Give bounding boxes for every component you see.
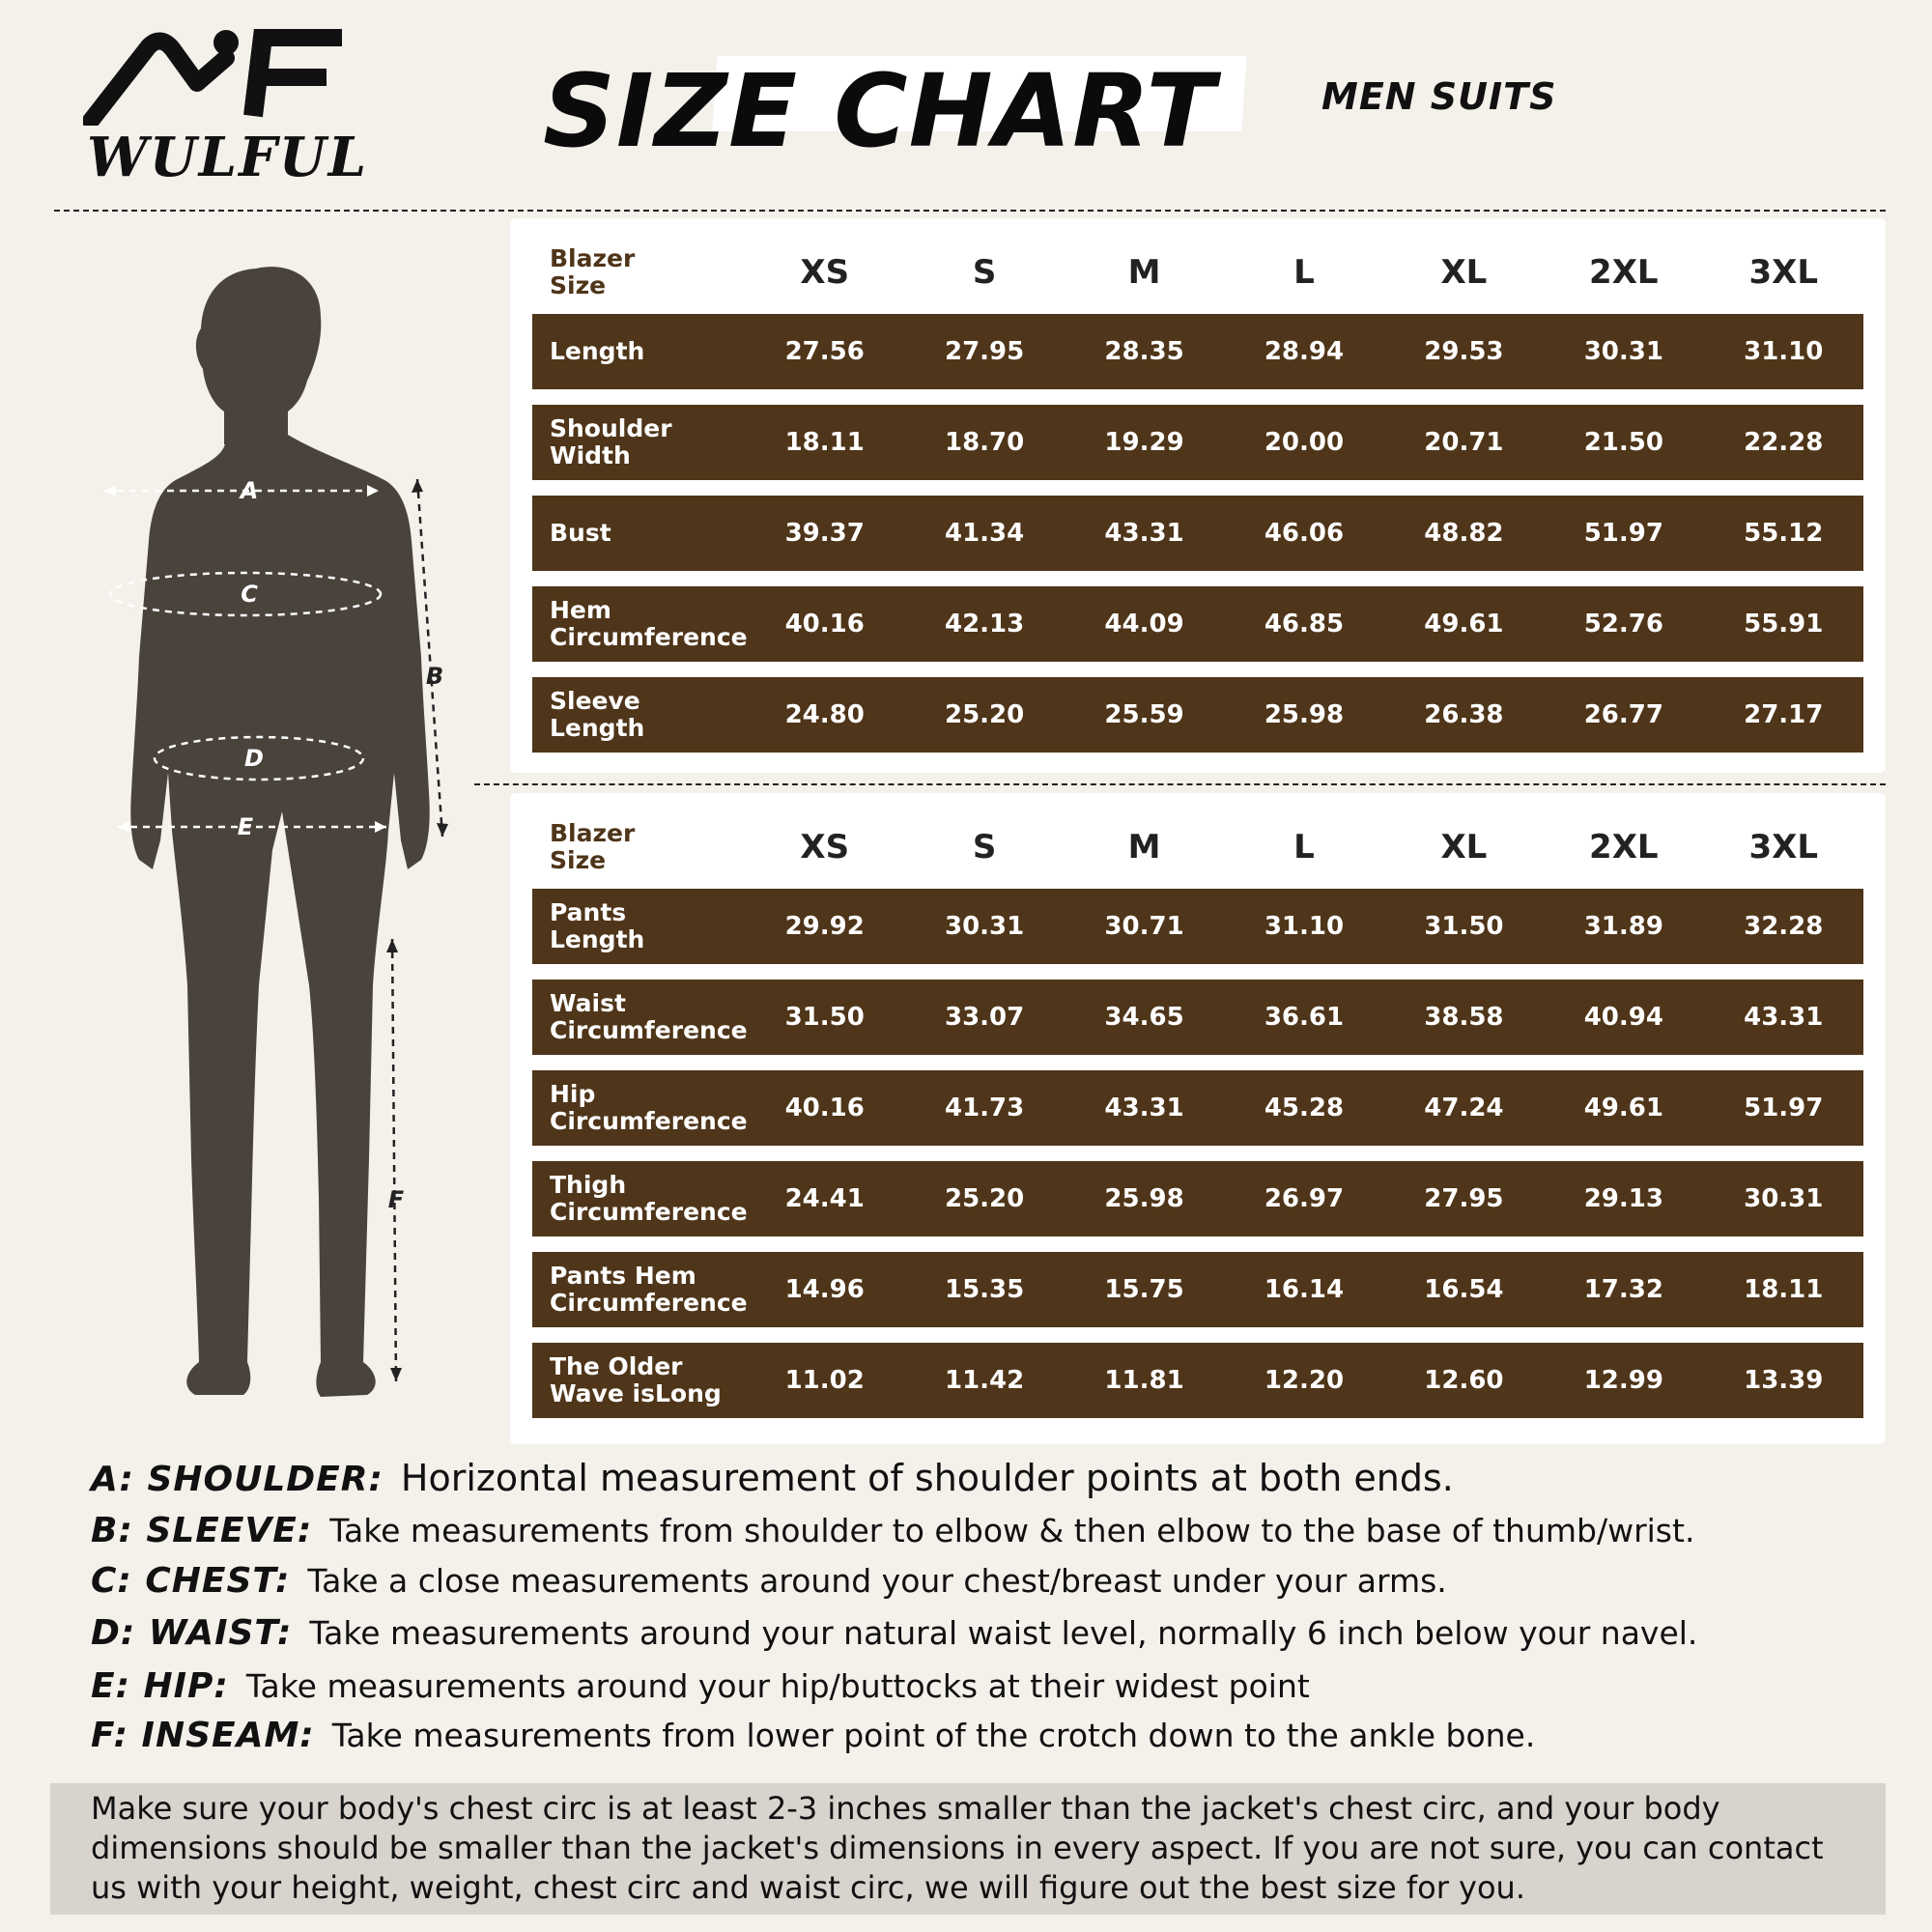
row-label: Length — [550, 337, 645, 365]
table-cell: 27.56 — [784, 337, 865, 366]
table-cell: 49.61 — [1424, 610, 1504, 639]
legend-key: D: WAIST: — [91, 1613, 293, 1653]
table-row — [532, 496, 1863, 571]
table-cell: 21.50 — [1583, 428, 1663, 457]
table-row — [532, 1161, 1863, 1236]
marker-f: F — [387, 1186, 405, 1213]
table-cell: 11.02 — [784, 1366, 865, 1395]
marker-d: D — [244, 745, 264, 772]
table-cell: 55.12 — [1744, 519, 1824, 548]
table-cell: 34.65 — [1104, 1003, 1184, 1032]
table-cell: 26.77 — [1583, 700, 1663, 729]
legend-text: Take measurements from lower point of the crotch down to the ankle bone. — [331, 1717, 1536, 1754]
table-cell: 43.31 — [1744, 1003, 1824, 1032]
brand-logo — [83, 29, 369, 189]
table-cell: 40.16 — [784, 610, 865, 639]
table-cell: 43.31 — [1104, 519, 1184, 548]
legend-item-waist — [91, 1613, 1697, 1653]
table-cell: 29.13 — [1583, 1184, 1663, 1213]
table-row — [532, 1252, 1863, 1327]
pants-size-xs: XS — [800, 828, 850, 867]
table-cell: 16.54 — [1424, 1275, 1504, 1304]
pants-size-xl: XL — [1440, 828, 1488, 867]
table-cell: 51.97 — [1744, 1094, 1824, 1122]
legend-text: Take measurements around your natural waist level, normally 6 inch below your navel. — [309, 1614, 1698, 1652]
table-row — [532, 980, 1863, 1055]
table-cell: 43.31 — [1104, 1094, 1184, 1122]
table-cell: 15.75 — [1104, 1275, 1184, 1304]
pants-size-m: M — [1127, 828, 1161, 867]
page-title: SIZE CHART — [543, 52, 1216, 170]
table-cell: 12.20 — [1264, 1366, 1345, 1395]
table-row — [532, 314, 1863, 389]
row-label: Hem Circumference — [550, 596, 748, 651]
blazer-size-xs: XS — [800, 253, 850, 292]
page-subtitle: MEN SUITS — [1321, 75, 1557, 118]
table-cell: 18.11 — [1744, 1275, 1824, 1304]
table-cell: 20.71 — [1424, 428, 1504, 457]
blazer-size-m: M — [1127, 253, 1161, 292]
table-cell: 55.91 — [1744, 610, 1824, 639]
table-cell: 39.37 — [784, 519, 865, 548]
table-cell: 41.73 — [945, 1094, 1025, 1122]
table-cell: 27.95 — [945, 337, 1025, 366]
blazer-size-3xl: 3XL — [1748, 253, 1819, 292]
table-cell: 26.97 — [1264, 1184, 1345, 1213]
legend-key: F: INSEAM: — [91, 1716, 315, 1755]
table-cell: 12.60 — [1424, 1366, 1504, 1395]
legend-key: A: SHOULDER: — [91, 1460, 384, 1499]
row-label: Pants Length — [550, 898, 645, 953]
legend-item-inseam — [91, 1716, 1535, 1755]
legend-item-shoulder — [91, 1457, 1454, 1499]
marker-a: A — [240, 477, 259, 504]
blazer-header-label: Blazer Size — [550, 244, 636, 299]
row-label: Sleeve Length — [550, 687, 645, 742]
table-cell: 31.10 — [1744, 337, 1824, 366]
table-cell: 28.94 — [1264, 337, 1345, 366]
sizing-note: Make sure your body's chest circ is at least 2-3 inches smaller than the jacket's chest circ, and your body dimensions should be smaller than the jacket's dimensions in every aspect. If you are not sure, you can contact us with your height, weight, chest circ and waist circ, we will figure out the best size for you. — [91, 1790, 1824, 1906]
row-label: Shoulder Width — [550, 414, 672, 469]
legend-item-sleeve — [91, 1511, 1694, 1550]
blazer-size-2xl: 2XL — [1589, 253, 1659, 292]
table-cell: 22.28 — [1744, 428, 1824, 457]
pants-size-3xl: 3XL — [1748, 828, 1819, 867]
table-cell: 25.20 — [945, 1184, 1025, 1213]
table-cell: 30.31 — [945, 912, 1025, 941]
top-divider — [54, 210, 1886, 212]
legend-text: Take measurements around your hip/buttocks at their widest point — [245, 1667, 1310, 1705]
table-cell: 49.61 — [1583, 1094, 1663, 1122]
legend-key: C: CHEST: — [91, 1561, 291, 1601]
table-cell: 25.98 — [1104, 1184, 1184, 1213]
table-cell: 46.06 — [1264, 519, 1345, 548]
table-cell: 20.00 — [1264, 428, 1345, 457]
table-cell: 31.50 — [784, 1003, 865, 1032]
table-cell: 30.31 — [1744, 1184, 1824, 1213]
row-label: The Older Wave isLong — [550, 1352, 722, 1407]
row-label: Waist Circumference — [550, 989, 748, 1044]
legend-key: B: SLEEVE: — [91, 1511, 313, 1550]
table-cell: 18.70 — [945, 428, 1025, 457]
pants-size-s: S — [972, 828, 997, 867]
table-cell: 29.92 — [784, 912, 865, 941]
brand-name: WULFUL — [87, 126, 369, 189]
table-cell: 36.61 — [1264, 1003, 1345, 1032]
row-label: Bust — [550, 519, 611, 547]
table-cell: 44.09 — [1104, 610, 1184, 639]
table-cell: 29.53 — [1424, 337, 1504, 366]
legend-text: Take a close measurements around your chest/breast under your arms. — [307, 1562, 1447, 1600]
pants-table-header — [532, 810, 1863, 885]
table-cell: 18.11 — [784, 428, 865, 457]
table-cell: 42.13 — [945, 610, 1025, 639]
pants-size-2xl: 2XL — [1589, 828, 1659, 867]
legend-key: E: HIP: — [91, 1666, 229, 1706]
table-cell: 40.94 — [1583, 1003, 1663, 1032]
brand-logo-mark-icon — [83, 29, 354, 126]
pants-size-l: L — [1293, 828, 1315, 867]
pants-header-label: Blazer Size — [550, 819, 636, 874]
table-cell: 16.14 — [1264, 1275, 1345, 1304]
body-silhouette-figure — [68, 251, 473, 1430]
table-cell: 31.50 — [1424, 912, 1504, 941]
row-label: Hip Circumference — [550, 1080, 748, 1135]
table-cell: 14.96 — [784, 1275, 865, 1304]
table-row — [532, 1343, 1863, 1418]
blazer-size-xl: XL — [1440, 253, 1488, 292]
table-cell: 47.24 — [1424, 1094, 1504, 1122]
legend-text: Take measurements from shoulder to elbow & then elbow to the base of thumb/wrist. — [329, 1512, 1695, 1549]
table-row — [532, 677, 1863, 753]
table-cell: 12.99 — [1583, 1366, 1663, 1395]
table-cell: 25.98 — [1264, 700, 1345, 729]
row-label: Pants Hem Circumference — [550, 1262, 748, 1317]
table-cell: 26.38 — [1424, 700, 1504, 729]
table-cell: 11.81 — [1104, 1366, 1184, 1395]
table-cell: 27.17 — [1744, 700, 1824, 729]
table-row — [532, 405, 1863, 480]
table-cell: 30.71 — [1104, 912, 1184, 941]
table-cell: 24.80 — [784, 700, 865, 729]
table-cell: 30.31 — [1583, 337, 1663, 366]
table-cell: 45.28 — [1264, 1094, 1345, 1122]
table-cell: 48.82 — [1424, 519, 1504, 548]
table-cell: 46.85 — [1264, 610, 1345, 639]
table-cell: 28.35 — [1104, 337, 1184, 366]
table-cell: 13.39 — [1744, 1366, 1824, 1395]
middle-divider — [474, 783, 1886, 785]
table-cell: 11.42 — [945, 1366, 1025, 1395]
marker-e: E — [237, 813, 254, 840]
table-row — [532, 889, 1863, 964]
blazer-table-header — [532, 235, 1863, 310]
row-label: Thigh Circumference — [550, 1171, 748, 1226]
table-cell: 40.16 — [784, 1094, 865, 1122]
table-row — [532, 586, 1863, 662]
table-row — [532, 1070, 1863, 1146]
legend-item-chest — [91, 1561, 1447, 1601]
table-cell: 25.20 — [945, 700, 1025, 729]
table-cell: 19.29 — [1104, 428, 1184, 457]
table-cell: 27.95 — [1424, 1184, 1504, 1213]
table-cell: 41.34 — [945, 519, 1025, 548]
table-cell: 17.32 — [1583, 1275, 1663, 1304]
marker-b: B — [425, 663, 444, 690]
blazer-size-l: L — [1293, 253, 1315, 292]
table-cell: 32.28 — [1744, 912, 1824, 941]
marker-c: C — [241, 581, 258, 608]
table-cell: 33.07 — [945, 1003, 1025, 1032]
table-cell: 38.58 — [1424, 1003, 1504, 1032]
table-cell: 52.76 — [1583, 610, 1663, 639]
table-cell: 15.35 — [945, 1275, 1025, 1304]
table-cell: 31.89 — [1583, 912, 1663, 941]
legend-text: Horizontal measurement of shoulder points at both ends. — [400, 1457, 1454, 1499]
table-cell: 31.10 — [1264, 912, 1345, 941]
table-cell: 25.59 — [1104, 700, 1184, 729]
table-cell: 51.97 — [1583, 519, 1663, 548]
table-cell: 24.41 — [784, 1184, 865, 1213]
legend-item-hip — [91, 1666, 1310, 1706]
blazer-size-s: S — [972, 253, 997, 292]
